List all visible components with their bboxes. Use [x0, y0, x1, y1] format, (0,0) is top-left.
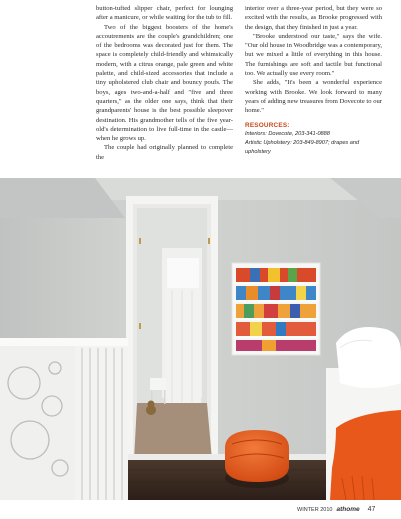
magazine-brand: athome: [336, 506, 360, 513]
article-column-left: [96, 4, 233, 162]
page-footer: [297, 506, 397, 516]
bedroom-photo: [0, 178, 401, 500]
resource-item: Artistic Upholstery: 203-849-8907; drapes and upholstery: [245, 139, 360, 155]
page-number: 47: [367, 506, 376, 513]
article-paragraph: interior over a three-year period, but they were so excited with the results, as Brooke progressed with the design, that they finished in just a year.: [245, 5, 382, 31]
resource-item: Interiors: Dovecote, 203-341-0888: [245, 130, 330, 137]
bedroom-photo-illustration: [0, 178, 401, 500]
issue-label: WINTER 2010: [297, 507, 333, 513]
article-paragraph: She adds, "It's been a wonderful experience working with Brooke. We look forward to many years of adding new treasures from Dovecote to our home.": [245, 79, 382, 115]
resources-heading: RESOURCES:: [245, 121, 290, 129]
article-paragraph: The couple had originally planned to complete the: [96, 144, 233, 161]
article-paragraph: "Brooke understood our taste," says the wife. "Our old house in Woodbridge was a contemporary, but we mixed a little of everything in this house. The furnishings are soft and tactile but functional too. We actually use every room.": [245, 32, 382, 78]
article-paragraph: button-tufted slipper chair, perfect for lounging after a manicure, or while waiting for the tub to fill.: [96, 5, 233, 22]
article-paragraph: Two of the biggest boosters of the home's accoutrements are the couple's grandchildren; one of the bedrooms was decorated just for them. The space is completely child-friendly and whimsically modern, with a citrus orange, pale green and white palette, and child-sized accessories that include a tiny upholstered club chair and bouncy poufs. The boys, ages two-and-a-half and "five and three quarters," as the older one says, think that their grandparents' house is the best possible sleepover destination. His grandmother tells of the five year-old's determination to live full-time in the castle—when he grows up.: [96, 23, 233, 143]
article-column-right: [245, 4, 382, 157]
